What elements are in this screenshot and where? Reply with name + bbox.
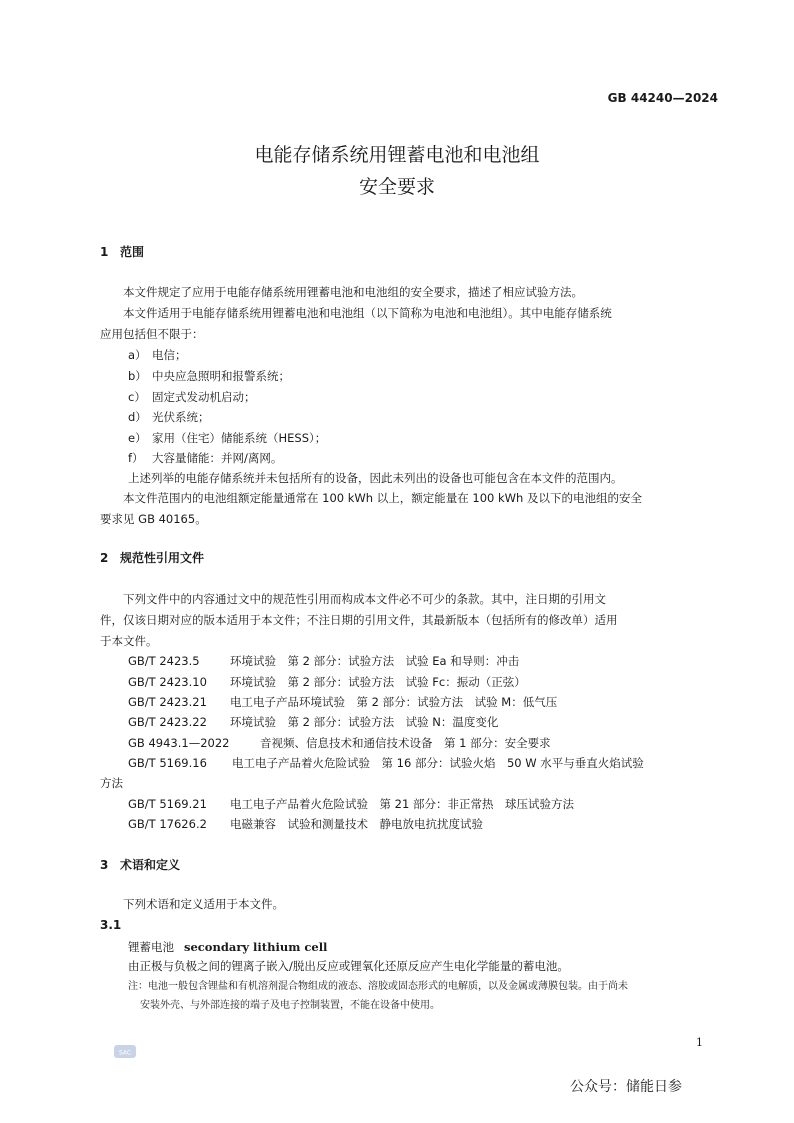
references-intro-2: 件，仅该日期对应的版本适用于本文件；不注日期的引用文件，其最新版本（包括所有的修改单）适用	[100, 613, 618, 627]
list-label: a）	[128, 348, 147, 362]
scope-paragraph-4: 本文件范围内的电池组额定能量通常在 100 kWh 以上，额定能量在 100 kWh 及以下的电池组的安全	[123, 491, 642, 505]
reference-code: GB/T 17626.2	[128, 817, 207, 831]
list-label: c）	[128, 390, 146, 404]
section-number: 1	[100, 245, 109, 259]
references-intro-3: 于本文件。	[100, 634, 158, 648]
reference-title: 环境试验 第 2 部分：试验方法 试验 N：温度变化	[230, 715, 499, 729]
sac-logo	[113, 1042, 137, 1060]
reference-entry	[128, 796, 574, 812]
list-label: e）	[128, 431, 147, 445]
reference-code: GB/T 2423.22	[128, 715, 207, 729]
scope-paragraph-2-cont: 应用包括但不限于：	[100, 327, 204, 341]
reference-code: GB/T 2423.5	[128, 654, 200, 668]
section-number: 3	[100, 858, 109, 872]
list-item	[128, 368, 290, 384]
reference-title: 环境试验 第 2 部分：试验方法 试验 Ea 和导则：冲击	[230, 654, 520, 668]
reference-entry	[128, 653, 519, 669]
list-text: 光伏系统；	[152, 410, 210, 424]
list-text: 固定式发动机启动；	[152, 390, 256, 404]
standard-number: GB 44240—2024	[607, 91, 718, 105]
reference-title: 电工电子产品环境试验 第 2 部分：试验方法 试验 M：低气压	[230, 695, 558, 709]
document-subtitle: 安全要求	[358, 176, 435, 198]
list-label: f）	[128, 451, 144, 465]
section-title: 范围	[120, 245, 145, 259]
term-definition: 由正极与负极之间的锂离子嵌入/脱出反应或锂氧化还原反应产生电化学能量的蓄电池。	[128, 959, 569, 973]
list-text: 大容量储能：并网/离网。	[152, 451, 283, 465]
reference-title: 电工电子产品着火危险试验 第 21 部分：非正常热 球压试验方法	[230, 797, 574, 811]
reference-code: GB/T 2423.21	[128, 695, 207, 709]
section-number: 2	[100, 551, 109, 565]
term-number: 3.1	[100, 918, 122, 932]
reference-code: GB/T 2423.10	[128, 675, 207, 689]
page-number: 1	[696, 1036, 703, 1049]
section-title: 规范性引用文件	[120, 551, 205, 565]
reference-entry-cont: 方法	[100, 776, 123, 790]
reference-title: 环境试验 第 2 部分：试验方法 试验 Fc：振动（正弦）	[230, 675, 526, 689]
list-text: 电信；	[152, 348, 187, 362]
section-1-heading	[100, 243, 144, 260]
reference-title: 电工电子产品着火危险试验 第 16 部分：试验火焰 50 W 水平与垂直火焰试验	[232, 756, 644, 770]
list-item	[128, 347, 187, 363]
reference-code: GB/T 5169.21	[128, 797, 207, 811]
references-intro-1: 下列文件中的内容通过文中的规范性引用而构成本文件必不可少的条款。其中，注日期的引用文	[123, 592, 606, 606]
reference-title: 音视频、信息技术和通信技术设备 第 1 部分：安全要求	[260, 736, 551, 750]
term-chinese: 锂蓄电池	[128, 940, 174, 954]
list-item	[128, 450, 282, 466]
terms-intro: 下列术语和定义适用于本文件。	[123, 897, 284, 911]
list-label: b）	[128, 369, 147, 383]
list-item	[128, 430, 326, 446]
logo-text: SAC	[118, 1049, 132, 1057]
list-label: d）	[128, 410, 147, 424]
note-line-1: 注：电池一般包含锂盐和有机溶剂混合物组成的液态、溶胶或固态形式的电解质，以及金属或薄膜包装。由于尚未	[128, 981, 628, 992]
reference-entry	[128, 816, 483, 832]
list-item	[128, 409, 210, 425]
section-3-heading	[100, 856, 180, 873]
list-text: 中央应急照明和报警系统；	[152, 369, 290, 383]
section-2-heading	[100, 549, 204, 566]
section-title: 术语和定义	[120, 858, 181, 872]
scope-paragraph-3: 上述列举的电能存储系统并未包括所有的设备，因此未列出的设备也可能包含在本文件的范围内。	[128, 471, 623, 485]
term-english: secondary lithium cell	[184, 940, 328, 954]
reference-title: 电磁兼容 试验和测量技术 静电放电抗扰度试验	[230, 817, 483, 831]
reference-entry	[128, 755, 644, 771]
list-item	[128, 389, 256, 405]
reference-entry	[128, 694, 557, 710]
term-entry	[128, 939, 327, 955]
reference-entry	[128, 674, 526, 690]
scope-paragraph-4-cont: 要求见 GB 40165。	[100, 512, 207, 526]
scope-paragraph-1: 本文件规定了应用于电能存储系统用锂蓄电池和电池组的安全要求，描述了相应试验方法。	[123, 285, 583, 299]
scope-paragraph-2: 本文件适用于电能存储系统用锂蓄电池和电池组（以下简称为电池和电池组）。其中电能存储系统	[123, 306, 612, 320]
reference-entry	[128, 714, 498, 730]
document-title: 电能存储系统用锂蓄电池和电池组	[254, 144, 540, 166]
note-line-2: 安装外壳、与外部连接的端子及电子控制装置，不能在设备中使用。	[140, 1000, 440, 1011]
reference-code: GB 4943.1—2022	[128, 736, 230, 750]
term-note	[128, 977, 718, 1015]
watermark: 公众号：储能日参	[570, 1079, 682, 1095]
reference-code: GB/T 5169.16	[128, 756, 207, 770]
list-text: 家用（住宅）储能系统（HESS）；	[152, 431, 327, 445]
reference-entry	[128, 735, 551, 751]
